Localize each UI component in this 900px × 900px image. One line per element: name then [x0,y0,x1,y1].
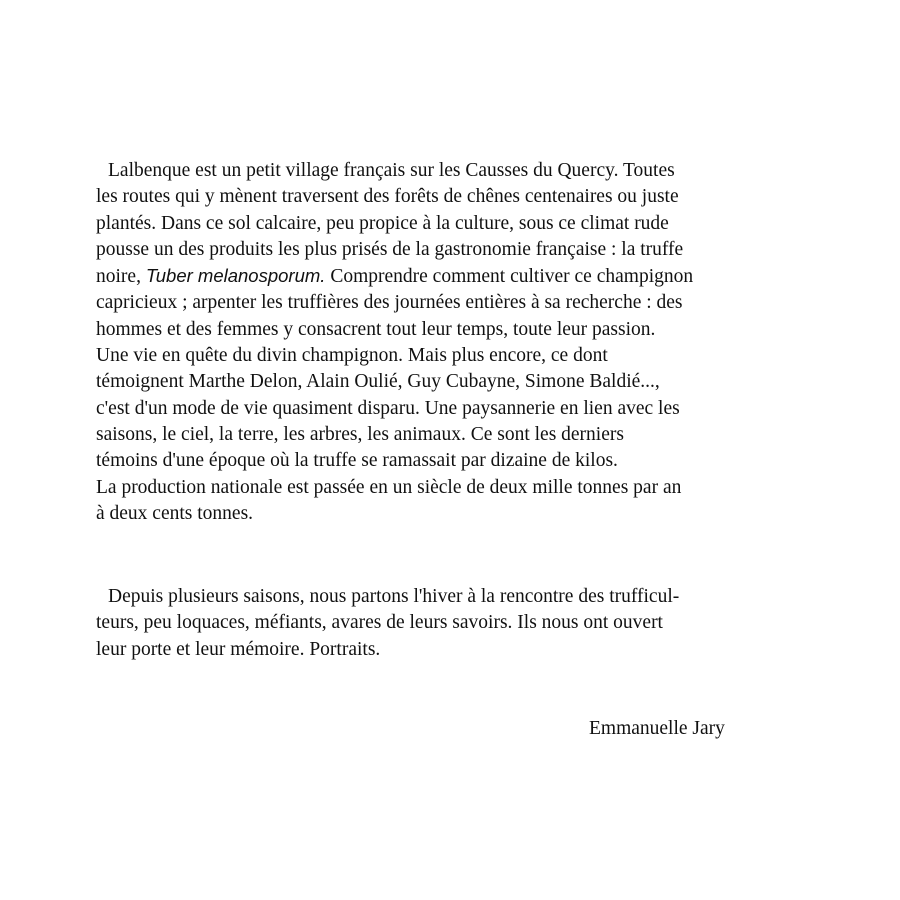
text-segment: noire, [96,266,146,288]
text-line: saisons, le ciel, la terre, les arbres, les animaux. Ce sont les derniers [96,423,624,445]
text-line: plantés. Dans ce sol calcaire, peu propice à la culture, sous ce climat rude [96,212,669,234]
text-line: c'est d'un mode de vie quasiment disparu. Une paysannerie en lien avec les [96,397,680,419]
text-line: hommes et des femmes y consacrent tout leur temps, toute leur passion. [96,318,656,340]
text-line: La production nationale est passée en un siècle de deux mille tonnes par an [96,476,682,498]
text-line: Depuis plusieurs saisons, nous partons l'hiver à la rencontre des trufficul- [108,586,680,607]
author-signature: Emmanuelle Jary [589,718,725,739]
second-paragraph [96,584,816,663]
text-line: capricieux ; arpenter les truffières des journées entières à sa recherche : des [96,292,683,314]
text-line: à deux cents tonnes. [96,502,254,524]
text-line: pousse un des produits les plus prisés de la gastronomie française : la truffe [96,238,684,260]
text-line: leur porte et leur mémoire. Portraits. [96,638,381,660]
intro-paragraph [96,158,816,527]
text-line: teurs, peu loquaces, méfiants, avares de leurs savoirs. Ils nous ont ouvert [96,612,663,634]
text-line: témoignent Marthe Delon, Alain Oulié, Guy Cubayne, Simone Baldié..., [96,371,660,393]
text-line [96,263,816,290]
species-name: Tuber melanosporum. [145,265,326,287]
text-line: témoins d'une époque où la truffe se ramassait par dizaine de kilos. [96,450,618,472]
text-line: Lalbenque est un petit village français sur les Causses du Quercy. Toutes [108,160,675,181]
text-line: Une vie en quête du divin champignon. Mais plus encore, ce dont [96,345,608,367]
text-line: les routes qui y mènent traversent des forêts de chênes centenaires ou juste [96,186,679,208]
text-segment: Comprendre comment cultiver ce champignon [325,266,694,288]
